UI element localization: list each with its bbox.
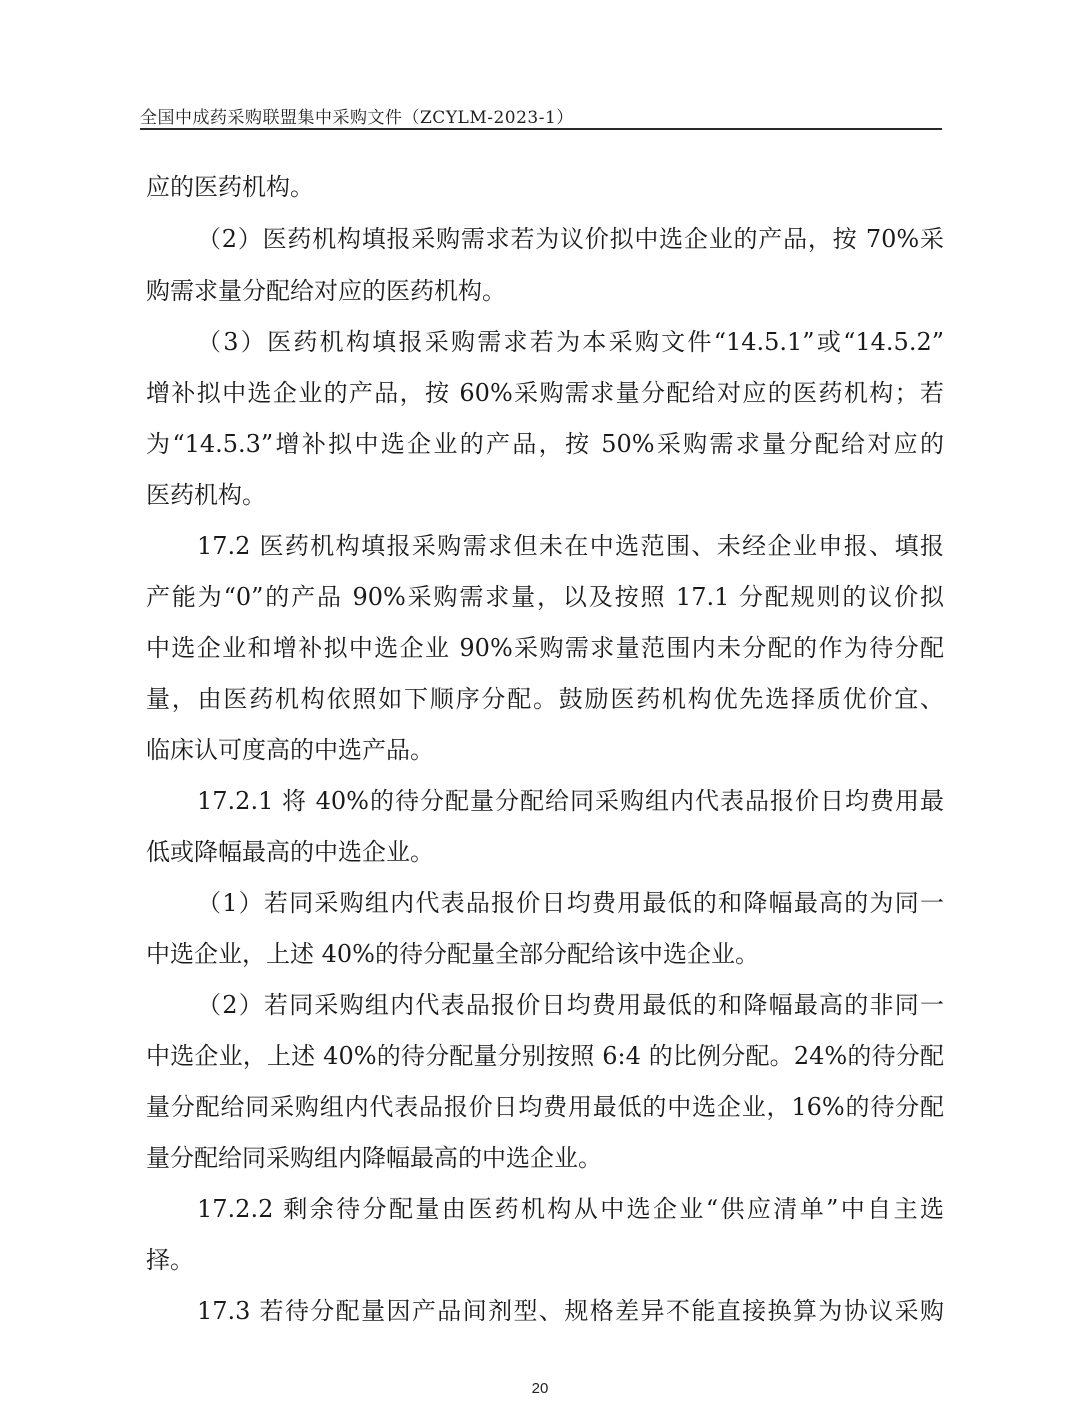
- header-divider: [140, 128, 942, 130]
- text-line: （1）若同采购组内代表品报价日均费用最低的和降幅最高的为同一: [197, 889, 944, 917]
- text-line: 17.3 若待分配量因产品间剂型、规格差异不能直接换算为协议采购: [197, 1297, 944, 1325]
- text-line: 17.2.1 将 40%的待分配量分配给同采购组内代表品报价日均费用最: [197, 787, 944, 815]
- text-line: 应的医药机构。: [146, 173, 314, 201]
- text-line: 临床认可度高的中选产品。: [146, 736, 434, 764]
- text-line: 为“14.5.3”增补拟中选企业的产品，按 50%采购需求量分配给对应的: [146, 430, 944, 458]
- running-header: 全国中成药采购联盟集中采购文件（ZCYLM-2023-1）: [140, 108, 574, 128]
- text-line: （3）医药机构填报采购需求若为本采购文件“14.5.1”或“14.5.2”: [197, 328, 944, 356]
- text-line: （2）医药机构填报采购需求若为议价拟中选企业的产品，按 70%采: [197, 225, 944, 253]
- text-line: 量分配给同采购组内降幅最高的中选企业。: [146, 1144, 602, 1172]
- text-line: 购需求量分配给对应的医药机构。: [146, 277, 506, 305]
- text-line: 择。: [146, 1246, 194, 1274]
- text-line: 中选企业，上述 40%的待分配量全部分配给该中选企业。: [146, 940, 759, 968]
- text-line: 量分配给同采购组内代表品报价日均费用最低的中选企业，16%的待分配: [146, 1093, 944, 1121]
- text-line: 量，由医药机构依照如下顺序分配。鼓励医药机构优先选择质优价宜、: [146, 685, 944, 713]
- text-line: 医药机构。: [146, 481, 266, 509]
- text-line: 17.2.2 剩余待分配量由医药机构从中选企业“供应清单”中自主选: [197, 1195, 944, 1223]
- page-number: 20: [531, 1380, 549, 1397]
- text-line: 低或降幅最高的中选企业。: [146, 838, 434, 866]
- text-line: 中选企业和增补拟中选企业 90%采购需求量范围内未分配的作为待分配: [146, 634, 944, 662]
- text-line: 产能为“0”的产品 90%采购需求量，以及按照 17.1 分配规则的议价拟: [146, 583, 944, 611]
- text-line: （2）若同采购组内代表品报价日均费用最低的和降幅最高的非同一: [197, 991, 944, 1019]
- text-line: 17.2 医药机构填报采购需求但未在中选范围、未经企业申报、填报: [197, 532, 944, 560]
- text-line: 增补拟中选企业的产品，按 60%采购需求量分配给对应的医药机构；若: [146, 379, 944, 407]
- text-line: 中选企业，上述 40%的待分配量分别按照 6:4 的比例分配。24%的待分配: [146, 1042, 944, 1070]
